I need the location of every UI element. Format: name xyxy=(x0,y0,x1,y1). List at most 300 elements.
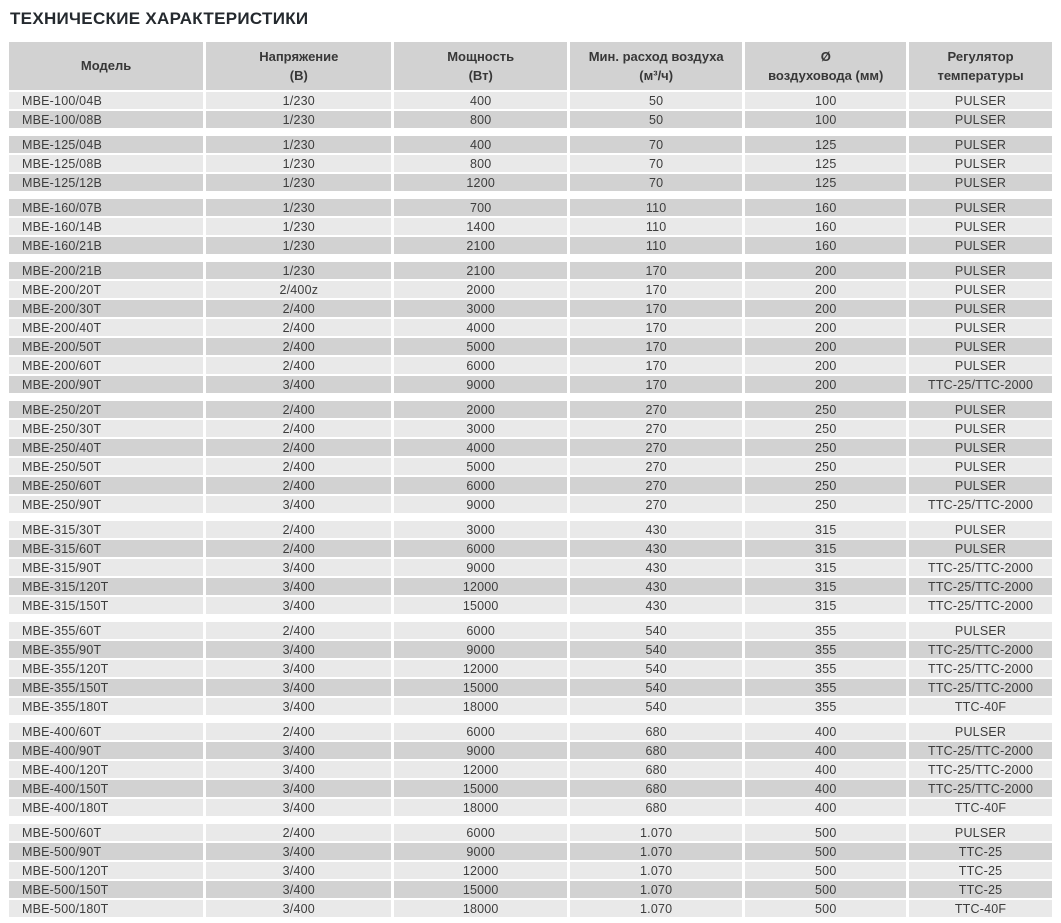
cell-model: MBE-160/21B xyxy=(9,237,203,254)
table-row xyxy=(9,843,1052,860)
cell-model: MBE-250/60T xyxy=(9,477,203,494)
table-row xyxy=(9,521,1052,538)
cell-duct: 355 xyxy=(745,660,906,677)
cell-airflow: 540 xyxy=(570,698,742,715)
cell-power: 5000 xyxy=(394,338,566,355)
table-row xyxy=(9,218,1052,235)
cell-airflow: 540 xyxy=(570,641,742,658)
cell-airflow: 540 xyxy=(570,679,742,696)
cell-duct: 315 xyxy=(745,540,906,557)
cell-voltage: 2/400 xyxy=(206,439,391,456)
cell-voltage: 3/400 xyxy=(206,900,391,917)
cell-regulator: PULSER xyxy=(909,92,1052,109)
cell-power: 2100 xyxy=(394,237,566,254)
table-row xyxy=(9,698,1052,715)
table-row xyxy=(9,111,1052,128)
cell-voltage: 2/400 xyxy=(206,319,391,336)
cell-duct: 400 xyxy=(745,723,906,740)
cell-airflow: 430 xyxy=(570,559,742,576)
cell-airflow: 170 xyxy=(570,376,742,393)
cell-voltage: 1/230 xyxy=(206,111,391,128)
cell-voltage: 3/400 xyxy=(206,641,391,658)
table-header xyxy=(9,42,1052,90)
cell-airflow: 270 xyxy=(570,496,742,513)
cell-voltage: 1/230 xyxy=(206,136,391,153)
cell-voltage: 2/400 xyxy=(206,477,391,494)
table-row xyxy=(9,477,1052,494)
cell-airflow: 170 xyxy=(570,281,742,298)
cell-airflow: 70 xyxy=(570,174,742,191)
cell-airflow: 270 xyxy=(570,420,742,437)
cell-regulator: PULSER xyxy=(909,237,1052,254)
cell-model: MBE-125/08B xyxy=(9,155,203,172)
cell-regulator: TTC-25/TTC-2000 xyxy=(909,742,1052,759)
cell-power: 9000 xyxy=(394,641,566,658)
cell-voltage: 3/400 xyxy=(206,578,391,595)
cell-regulator: PULSER xyxy=(909,111,1052,128)
table-row xyxy=(9,174,1052,191)
cell-voltage: 2/400 xyxy=(206,458,391,475)
table-row xyxy=(9,376,1052,393)
cell-duct: 200 xyxy=(745,281,906,298)
cell-power: 6000 xyxy=(394,357,566,374)
table-row xyxy=(9,824,1052,841)
cell-airflow: 680 xyxy=(570,780,742,797)
table-row xyxy=(9,900,1052,917)
cell-model: MBE-315/30T xyxy=(9,521,203,538)
cell-model: MBE-250/50T xyxy=(9,458,203,475)
cell-voltage: 3/400 xyxy=(206,597,391,614)
cell-airflow: 170 xyxy=(570,338,742,355)
cell-voltage: 3/400 xyxy=(206,698,391,715)
table-row xyxy=(9,262,1052,279)
table-row xyxy=(9,136,1052,153)
cell-voltage: 2/400 xyxy=(206,357,391,374)
cell-voltage: 2/400 xyxy=(206,401,391,418)
cell-model: MBE-160/07B xyxy=(9,199,203,216)
cell-power: 800 xyxy=(394,111,566,128)
cell-duct: 355 xyxy=(745,622,906,639)
cell-duct: 200 xyxy=(745,357,906,374)
cell-power: 1400 xyxy=(394,218,566,235)
cell-regulator: PULSER xyxy=(909,622,1052,639)
cell-airflow: 110 xyxy=(570,218,742,235)
cell-airflow: 430 xyxy=(570,578,742,595)
cell-airflow: 270 xyxy=(570,477,742,494)
cell-duct: 250 xyxy=(745,477,906,494)
cell-power: 15000 xyxy=(394,679,566,696)
cell-duct: 250 xyxy=(745,458,906,475)
column-header-airflow xyxy=(570,42,742,90)
cell-airflow: 430 xyxy=(570,521,742,538)
cell-power: 3000 xyxy=(394,420,566,437)
cell-airflow: 110 xyxy=(570,237,742,254)
cell-voltage: 3/400 xyxy=(206,679,391,696)
cell-airflow: 680 xyxy=(570,761,742,778)
cell-model: MBE-355/60T xyxy=(9,622,203,639)
cell-power: 9000 xyxy=(394,843,566,860)
table-row xyxy=(9,641,1052,658)
cell-duct: 355 xyxy=(745,641,906,658)
cell-duct: 200 xyxy=(745,376,906,393)
column-header-model xyxy=(9,42,203,90)
cell-duct: 500 xyxy=(745,900,906,917)
cell-model: MBE-200/90T xyxy=(9,376,203,393)
cell-model: MBE-250/20T xyxy=(9,401,203,418)
column-header-sublabel: (м³/ч) xyxy=(639,68,674,83)
cell-voltage: 2/400 xyxy=(206,723,391,740)
cell-regulator: TTC-25/TTC-2000 xyxy=(909,376,1052,393)
table-row xyxy=(9,92,1052,109)
cell-regulator: PULSER xyxy=(909,281,1052,298)
cell-duct: 200 xyxy=(745,338,906,355)
column-header-label: Мин. расход воздуха xyxy=(588,48,724,64)
cell-power: 18000 xyxy=(394,799,566,816)
cell-regulator: PULSER xyxy=(909,723,1052,740)
column-header-label: Модель xyxy=(80,58,132,74)
cell-model: MBE-500/90T xyxy=(9,843,203,860)
cell-regulator: PULSER xyxy=(909,136,1052,153)
cell-airflow: 170 xyxy=(570,262,742,279)
cell-power: 4000 xyxy=(394,439,566,456)
cell-duct: 500 xyxy=(745,843,906,860)
table-row xyxy=(9,578,1052,595)
table-row xyxy=(9,357,1052,374)
cell-power: 6000 xyxy=(394,824,566,841)
cell-model: MBE-250/40T xyxy=(9,439,203,456)
cell-duct: 400 xyxy=(745,742,906,759)
table-row xyxy=(9,597,1052,614)
table-row xyxy=(9,458,1052,475)
cell-voltage: 3/400 xyxy=(206,862,391,879)
column-header-sublabel: температуры xyxy=(937,68,1024,83)
cell-power: 3000 xyxy=(394,300,566,317)
cell-model: MBE-200/30T xyxy=(9,300,203,317)
table-row xyxy=(9,742,1052,759)
cell-airflow: 50 xyxy=(570,111,742,128)
cell-voltage: 3/400 xyxy=(206,376,391,393)
cell-regulator: PULSER xyxy=(909,540,1052,557)
table-row xyxy=(9,679,1052,696)
cell-duct: 125 xyxy=(745,155,906,172)
cell-regulator: PULSER xyxy=(909,420,1052,437)
table-row xyxy=(9,338,1052,355)
cell-airflow: 430 xyxy=(570,597,742,614)
table-row xyxy=(9,559,1052,576)
cell-voltage: 3/400 xyxy=(206,799,391,816)
cell-duct: 100 xyxy=(745,92,906,109)
column-header-sublabel: (В) xyxy=(289,68,308,83)
cell-model: MBE-315/90T xyxy=(9,559,203,576)
cell-duct: 315 xyxy=(745,597,906,614)
cell-duct: 400 xyxy=(745,799,906,816)
cell-model: MBE-355/90T xyxy=(9,641,203,658)
cell-voltage: 3/400 xyxy=(206,780,391,797)
table-row xyxy=(9,881,1052,898)
cell-regulator: TTC-25 xyxy=(909,862,1052,879)
cell-power: 15000 xyxy=(394,780,566,797)
cell-regulator: PULSER xyxy=(909,300,1052,317)
cell-regulator: PULSER xyxy=(909,199,1052,216)
cell-airflow: 270 xyxy=(570,401,742,418)
page-title: ТЕХНИЧЕСКИЕ ХАРАКТЕРИСТИКИ xyxy=(10,9,309,28)
cell-duct: 400 xyxy=(745,761,906,778)
cell-regulator: TTC-25/TTC-2000 xyxy=(909,679,1052,696)
cell-regulator: TTC-40F xyxy=(909,900,1052,917)
cell-duct: 315 xyxy=(745,578,906,595)
cell-duct: 500 xyxy=(745,881,906,898)
cell-model: MBE-100/04B xyxy=(9,92,203,109)
cell-airflow: 1.070 xyxy=(570,824,742,841)
cell-power: 15000 xyxy=(394,881,566,898)
cell-voltage: 2/400 xyxy=(206,540,391,557)
cell-regulator: TTC-25/TTC-2000 xyxy=(909,780,1052,797)
cell-power: 6000 xyxy=(394,540,566,557)
cell-voltage: 2/400 xyxy=(206,824,391,841)
cell-regulator: PULSER xyxy=(909,458,1052,475)
table-row xyxy=(9,300,1052,317)
cell-regulator: TTC-25/TTC-2000 xyxy=(909,660,1052,677)
cell-duct: 355 xyxy=(745,679,906,696)
cell-duct: 125 xyxy=(745,174,906,191)
cell-airflow: 680 xyxy=(570,742,742,759)
cell-airflow: 110 xyxy=(570,199,742,216)
cell-airflow: 170 xyxy=(570,357,742,374)
cell-regulator: PULSER xyxy=(909,401,1052,418)
cell-model: MBE-200/21B xyxy=(9,262,203,279)
cell-airflow: 70 xyxy=(570,136,742,153)
cell-duct: 200 xyxy=(745,262,906,279)
column-header-label: Мощность xyxy=(447,48,515,64)
cell-airflow: 270 xyxy=(570,439,742,456)
cell-regulator: TTC-25/TTC-2000 xyxy=(909,641,1052,658)
cell-power: 9000 xyxy=(394,559,566,576)
cell-power: 6000 xyxy=(394,723,566,740)
cell-regulator: PULSER xyxy=(909,357,1052,374)
cell-voltage: 3/400 xyxy=(206,881,391,898)
table-row xyxy=(9,799,1052,816)
cell-regulator: PULSER xyxy=(909,338,1052,355)
cell-airflow: 1.070 xyxy=(570,862,742,879)
table-row xyxy=(9,199,1052,216)
cell-regulator: PULSER xyxy=(909,319,1052,336)
cell-regulator: TTC-25/TTC-2000 xyxy=(909,578,1052,595)
cell-regulator: TTC-25 xyxy=(909,843,1052,860)
cell-power: 15000 xyxy=(394,597,566,614)
cell-power: 6000 xyxy=(394,622,566,639)
cell-voltage: 1/230 xyxy=(206,218,391,235)
cell-duct: 100 xyxy=(745,111,906,128)
cell-airflow: 1.070 xyxy=(570,881,742,898)
cell-model: MBE-355/150T xyxy=(9,679,203,696)
cell-voltage: 3/400 xyxy=(206,660,391,677)
cell-power: 400 xyxy=(394,136,566,153)
cell-power: 800 xyxy=(394,155,566,172)
cell-duct: 500 xyxy=(745,824,906,841)
cell-model: MBE-100/08B xyxy=(9,111,203,128)
specs-table xyxy=(9,42,1052,917)
cell-airflow: 430 xyxy=(570,540,742,557)
table-row xyxy=(9,761,1052,778)
cell-model: MBE-160/14B xyxy=(9,218,203,235)
cell-model: MBE-400/60T xyxy=(9,723,203,740)
cell-duct: 160 xyxy=(745,199,906,216)
table-row xyxy=(9,622,1052,639)
cell-power: 2000 xyxy=(394,401,566,418)
cell-voltage: 2/400z xyxy=(206,281,391,298)
table-row xyxy=(9,237,1052,254)
column-header-label: Ø xyxy=(820,48,831,64)
cell-airflow: 540 xyxy=(570,622,742,639)
cell-power: 12000 xyxy=(394,761,566,778)
cell-model: MBE-250/90T xyxy=(9,496,203,513)
table-row xyxy=(9,723,1052,740)
table-row xyxy=(9,862,1052,879)
cell-airflow: 170 xyxy=(570,300,742,317)
cell-duct: 160 xyxy=(745,218,906,235)
cell-power: 3000 xyxy=(394,521,566,538)
cell-voltage: 2/400 xyxy=(206,300,391,317)
cell-regulator: TTC-25/TTC-2000 xyxy=(909,559,1052,576)
table-row xyxy=(9,401,1052,418)
cell-regulator: TTC-25 xyxy=(909,881,1052,898)
cell-regulator: PULSER xyxy=(909,477,1052,494)
cell-power: 1200 xyxy=(394,174,566,191)
cell-airflow: 50 xyxy=(570,92,742,109)
cell-model: MBE-315/150T xyxy=(9,597,203,614)
cell-regulator: PULSER xyxy=(909,521,1052,538)
cell-regulator: PULSER xyxy=(909,439,1052,456)
cell-regulator: TTC-25/TTC-2000 xyxy=(909,761,1052,778)
table-row xyxy=(9,155,1052,172)
cell-model: MBE-200/20T xyxy=(9,281,203,298)
cell-duct: 315 xyxy=(745,521,906,538)
cell-model: MBE-500/60T xyxy=(9,824,203,841)
column-header-regulator xyxy=(909,42,1052,90)
table-row xyxy=(9,660,1052,677)
cell-regulator: PULSER xyxy=(909,155,1052,172)
column-header-power xyxy=(394,42,566,90)
cell-airflow: 680 xyxy=(570,799,742,816)
cell-power: 2100 xyxy=(394,262,566,279)
cell-regulator: TTC-40F xyxy=(909,799,1052,816)
table-row xyxy=(9,319,1052,336)
cell-duct: 250 xyxy=(745,439,906,456)
cell-power: 4000 xyxy=(394,319,566,336)
cell-duct: 160 xyxy=(745,237,906,254)
cell-model: MBE-400/90T xyxy=(9,742,203,759)
cell-regulator: PULSER xyxy=(909,824,1052,841)
cell-model: MBE-315/120T xyxy=(9,578,203,595)
cell-voltage: 1/230 xyxy=(206,155,391,172)
cell-voltage: 3/400 xyxy=(206,843,391,860)
cell-model: MBE-250/30T xyxy=(9,420,203,437)
column-header-sublabel: воздуховода (мм) xyxy=(768,68,884,83)
table-row xyxy=(9,540,1052,557)
cell-duct: 200 xyxy=(745,319,906,336)
table-row xyxy=(9,439,1052,456)
cell-power: 12000 xyxy=(394,660,566,677)
column-header-label: Регулятор xyxy=(947,48,1014,64)
cell-voltage: 2/400 xyxy=(206,338,391,355)
cell-duct: 250 xyxy=(745,496,906,513)
cell-model: MBE-125/04B xyxy=(9,136,203,153)
cell-power: 9000 xyxy=(394,496,566,513)
cell-voltage: 2/400 xyxy=(206,420,391,437)
cell-duct: 355 xyxy=(745,698,906,715)
cell-duct: 250 xyxy=(745,420,906,437)
table-row xyxy=(9,496,1052,513)
cell-regulator: TTC-25/TTC-2000 xyxy=(909,496,1052,513)
cell-voltage: 3/400 xyxy=(206,761,391,778)
cell-power: 9000 xyxy=(394,376,566,393)
cell-airflow: 1.070 xyxy=(570,843,742,860)
cell-airflow: 540 xyxy=(570,660,742,677)
cell-duct: 200 xyxy=(745,300,906,317)
cell-model: MBE-400/120T xyxy=(9,761,203,778)
cell-voltage: 1/230 xyxy=(206,92,391,109)
cell-regulator: PULSER xyxy=(909,218,1052,235)
cell-regulator: TTC-40F xyxy=(909,698,1052,715)
cell-model: MBE-200/40T xyxy=(9,319,203,336)
cell-power: 18000 xyxy=(394,698,566,715)
cell-voltage: 3/400 xyxy=(206,559,391,576)
cell-power: 6000 xyxy=(394,477,566,494)
cell-model: MBE-125/12B xyxy=(9,174,203,191)
table-row xyxy=(9,420,1052,437)
cell-model: MBE-400/150T xyxy=(9,780,203,797)
column-header-duct-diameter xyxy=(745,42,906,90)
cell-model: MBE-355/180T xyxy=(9,698,203,715)
cell-duct: 500 xyxy=(745,862,906,879)
cell-airflow: 70 xyxy=(570,155,742,172)
cell-duct: 400 xyxy=(745,780,906,797)
cell-power: 400 xyxy=(394,92,566,109)
cell-model: MBE-500/180T xyxy=(9,900,203,917)
cell-airflow: 1.070 xyxy=(570,900,742,917)
cell-power: 2000 xyxy=(394,281,566,298)
cell-airflow: 270 xyxy=(570,458,742,475)
column-header-label: Напряжение xyxy=(259,48,339,64)
cell-voltage: 3/400 xyxy=(206,496,391,513)
cell-voltage: 1/230 xyxy=(206,174,391,191)
cell-power: 9000 xyxy=(394,742,566,759)
cell-airflow: 170 xyxy=(570,319,742,336)
cell-duct: 315 xyxy=(745,559,906,576)
column-header-voltage xyxy=(206,42,391,90)
cell-regulator: PULSER xyxy=(909,174,1052,191)
cell-model: MBE-355/120T xyxy=(9,660,203,677)
cell-voltage: 2/400 xyxy=(206,622,391,639)
cell-duct: 250 xyxy=(745,401,906,418)
cell-voltage: 1/230 xyxy=(206,237,391,254)
table-body xyxy=(9,92,1052,917)
cell-airflow: 680 xyxy=(570,723,742,740)
cell-voltage: 2/400 xyxy=(206,521,391,538)
cell-voltage: 1/230 xyxy=(206,262,391,279)
cell-power: 12000 xyxy=(394,862,566,879)
cell-model: MBE-500/150T xyxy=(9,881,203,898)
cell-model: MBE-200/50T xyxy=(9,338,203,355)
cell-power: 12000 xyxy=(394,578,566,595)
cell-model: MBE-500/120T xyxy=(9,862,203,879)
table-row xyxy=(9,281,1052,298)
cell-regulator: TTC-25/TTC-2000 xyxy=(909,597,1052,614)
cell-duct: 125 xyxy=(745,136,906,153)
cell-model: MBE-400/180T xyxy=(9,799,203,816)
cell-power: 700 xyxy=(394,199,566,216)
cell-voltage: 1/230 xyxy=(206,199,391,216)
